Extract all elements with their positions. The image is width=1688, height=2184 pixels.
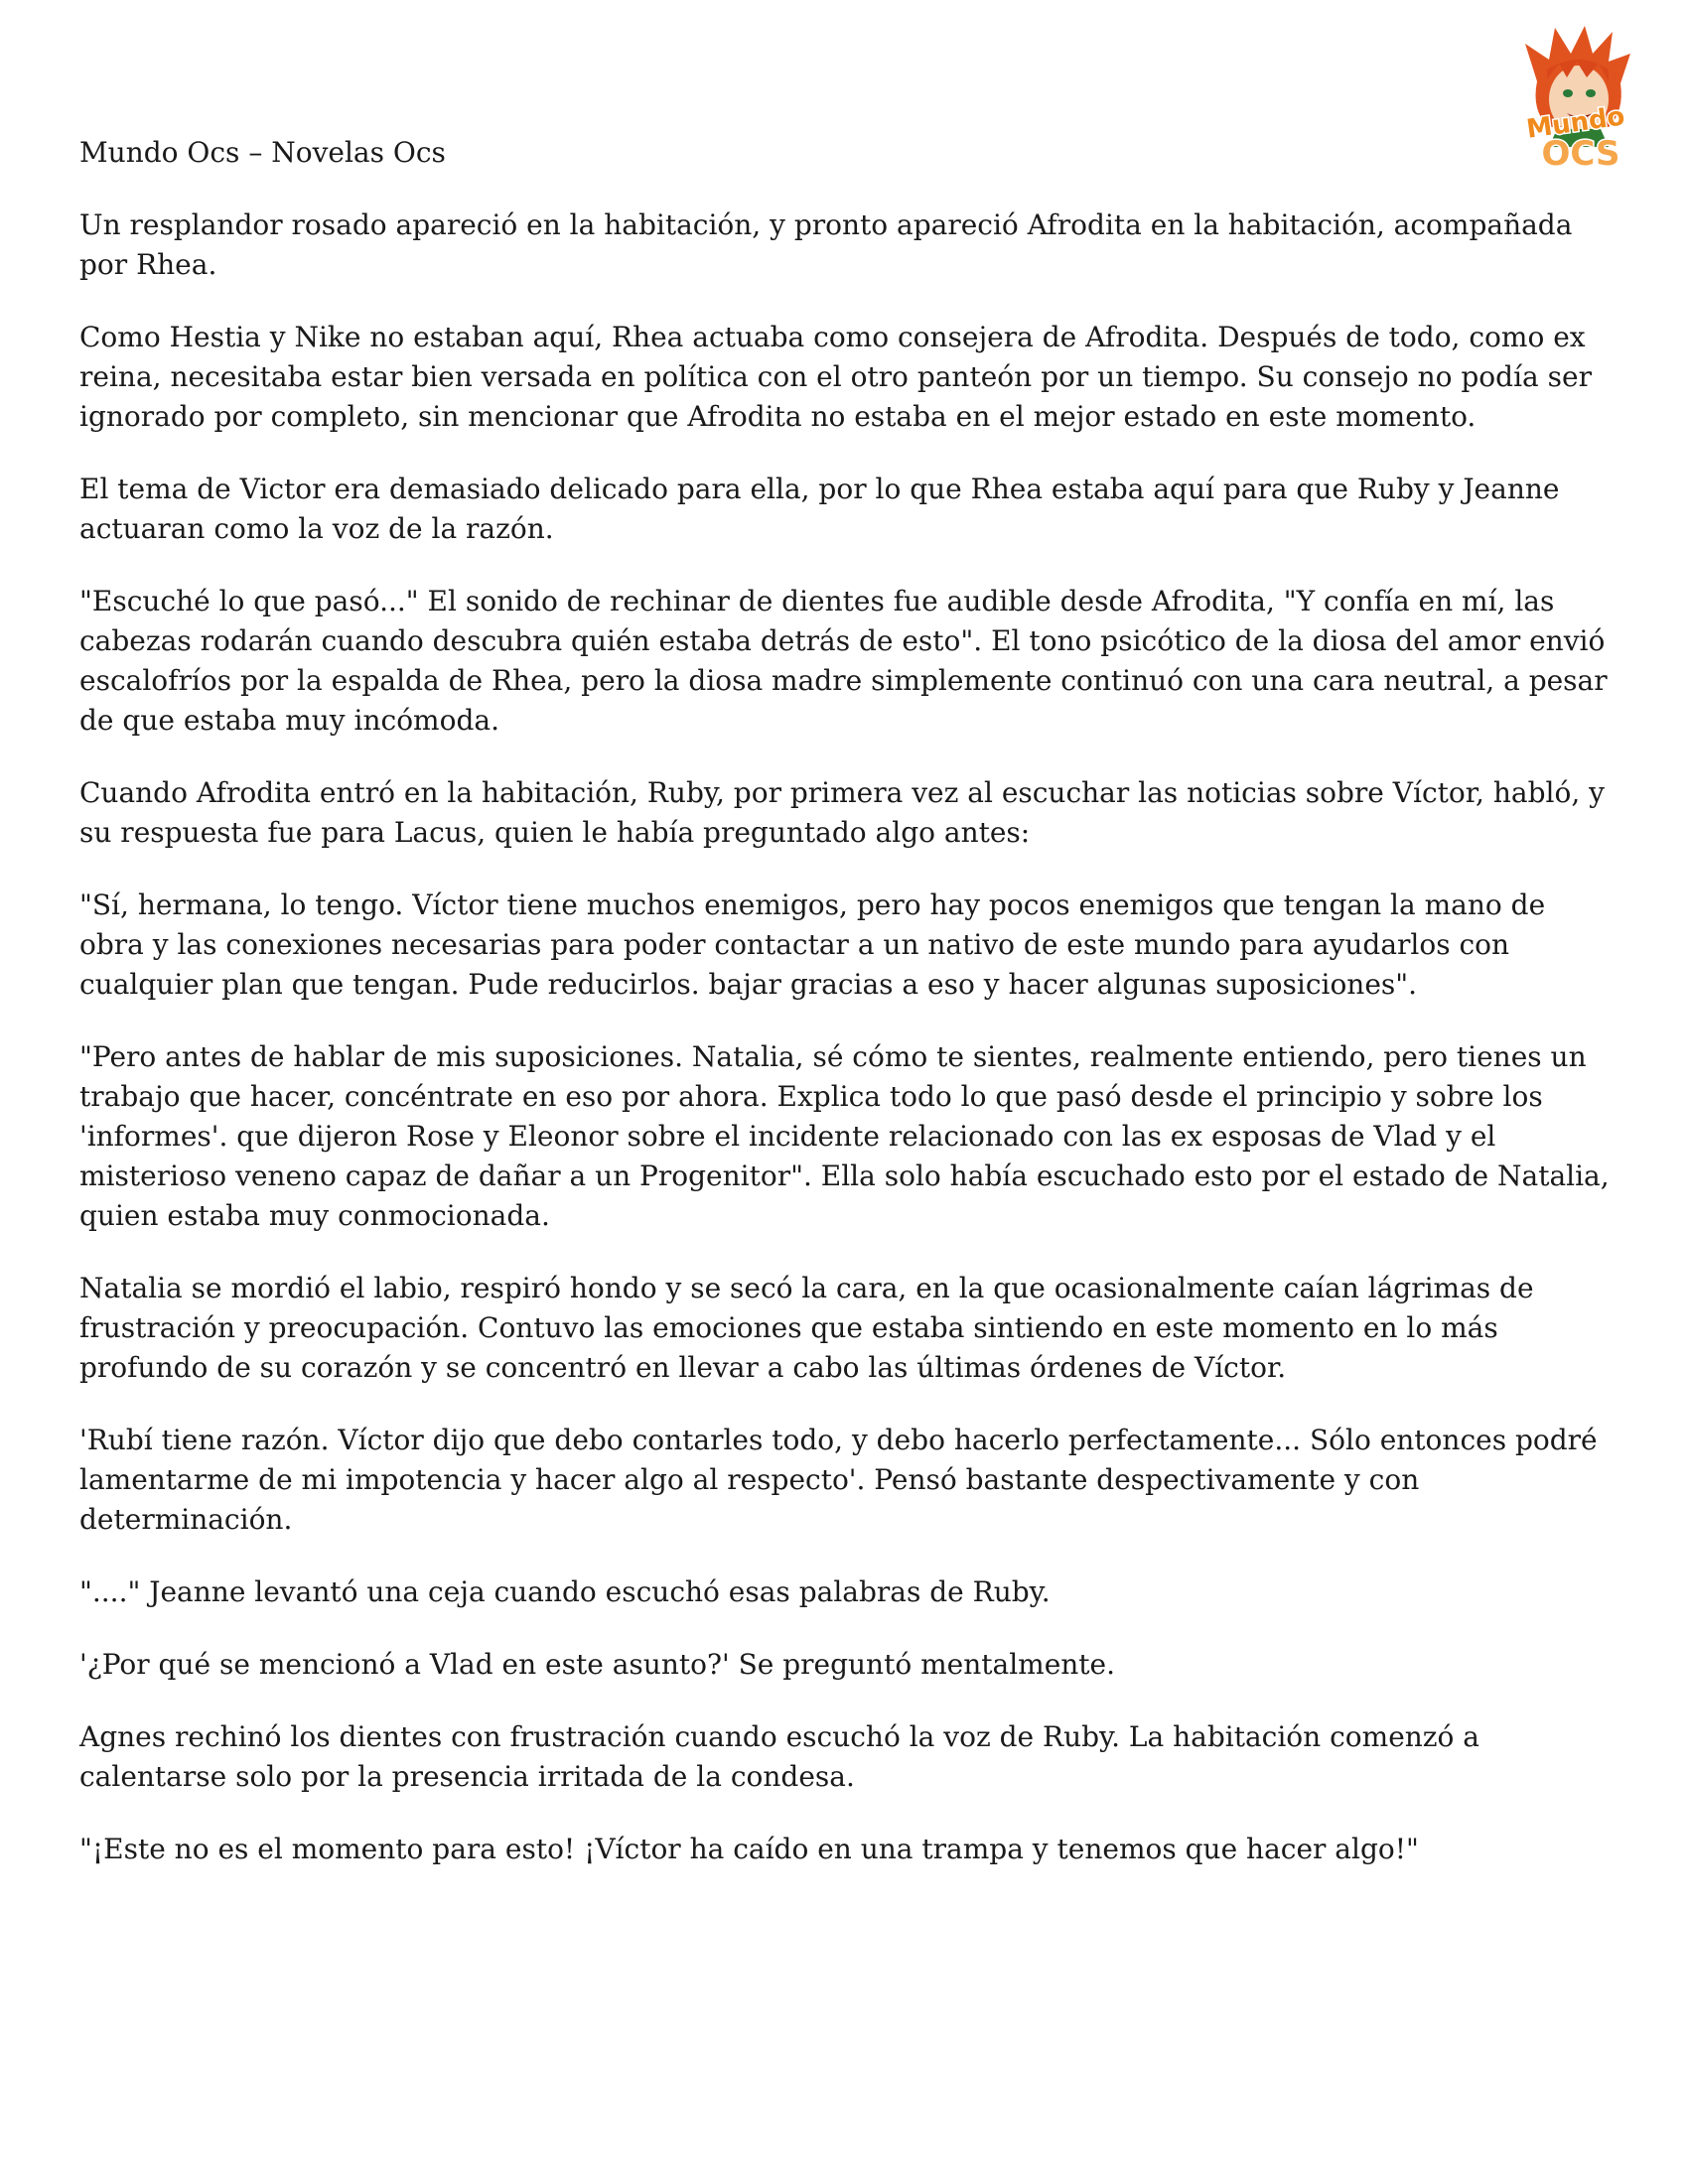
paragraph: 'Rubí tiene razón. Víctor dijo que debo contarles todo, y debo hacerlo perfectamente... Sólo entonces podré lamentarme de mi impotencia y hacer algo al respecto'. Pensó bastante despectivamente y con determinación.	[79, 1424, 1598, 1536]
paragraph: Un resplandor rosado apareció en la habitación, y pronto apareció Afrodita en la habitación, acompañada por Rhea.	[79, 208, 1573, 281]
paragraph: "Escuché lo que pasó..." El sonido de rechinar de dientes fue audible desde Afrodita, "Y confía en mí, las cabezas rodarán cuando descubra quién estaba detrás de esto". El tono psicótico de la diosa del amor envió escalofríos por la espalda de Rhea, pero la diosa madre simplemente continuó con una cara neutral, a pesar de que estaba muy incómoda.	[79, 585, 1608, 737]
paragraph: "Pero antes de hablar de mis suposiciones. Natalia, sé cómo te sientes, realmente entiendo, pero tienes un trabajo que hacer, concéntrate en eso por ahora. Explica todo lo que pasó desde el principio y sobre los 'informes'. que dijeron Rose y Eleonor sobre el incidente relacionado con las ex esposas de Vlad y el misterioso veneno capaz de dañar a un Progenitor". Ella solo había escuchado esto por el estado de Natalia, quien estaba muy conmocionada.	[79, 1040, 1610, 1232]
paragraph: Natalia se mordió el labio, respiró hondo y se secó la cara, en la que ocasionalmente caían lágrimas de frustración y preocupación. Contuvo las emociones que estaba sintiendo en este momento en lo más profundo de su corazón y se concentró en llevar a cabo las últimas órdenes de Víctor.	[79, 1272, 1534, 1384]
paragraph: Agnes rechinó los dientes con frustración cuando escuchó la voz de Ruby. La habitación comenzó a calentarse solo por la presencia irritada de la condesa.	[79, 1720, 1479, 1793]
document-body	[79, 133, 1614, 1902]
paragraph: "...." Jeanne levantó una ceja cuando escuchó esas palabras de Ruby.	[79, 1575, 1051, 1608]
paragraph: Cuando Afrodita entró en la habitación, Ruby, por primera vez al escuchar las noticias sobre Víctor, habló, y su respuesta fue para Lacus, quien le había preguntado algo antes:	[79, 776, 1605, 849]
paragraph: Como Hestia y Nike no estaban aquí, Rhea actuaba como consejera de Afrodita. Después de todo, como ex reina, necesitaba estar bien versada en política con el otro panteón por un tiempo. Su consejo no podía ser ignorado por completo, sin mencionar que Afrodita no estaba en el mejor estado en este momento.	[79, 321, 1592, 433]
logo-text-line1: Mundo	[1524, 101, 1627, 145]
paragraph: '¿Por qué se mencionó a Vlad en este asunto?' Se preguntó mentalmente.	[79, 1648, 1116, 1681]
paragraph: El tema de Victor era demasiado delicado para ella, por lo que Rhea estaba aquí para que Ruby y Jeanne actuaran como la voz de la razón.	[79, 473, 1560, 545]
paragraph: "¡Este no es el momento para esto! ¡Víctor ha caído en una trampa y tenemos que hacer algo!"	[79, 1833, 1419, 1865]
logo-text-line2: OCS	[1541, 134, 1620, 174]
document-header: Mundo Ocs – Novelas Ocs	[79, 136, 446, 169]
paragraph: "Sí, hermana, lo tengo. Víctor tiene muchos enemigos, pero hay pocos enemigos que tengan la mano de obra y las conexiones necesarias para poder contactar a un nativo de este mundo para ayudarlos con cualquier plan que tengan. Pude reducirlos. bajar gracias a eso y hacer algunas suposiciones".	[79, 888, 1546, 1001]
